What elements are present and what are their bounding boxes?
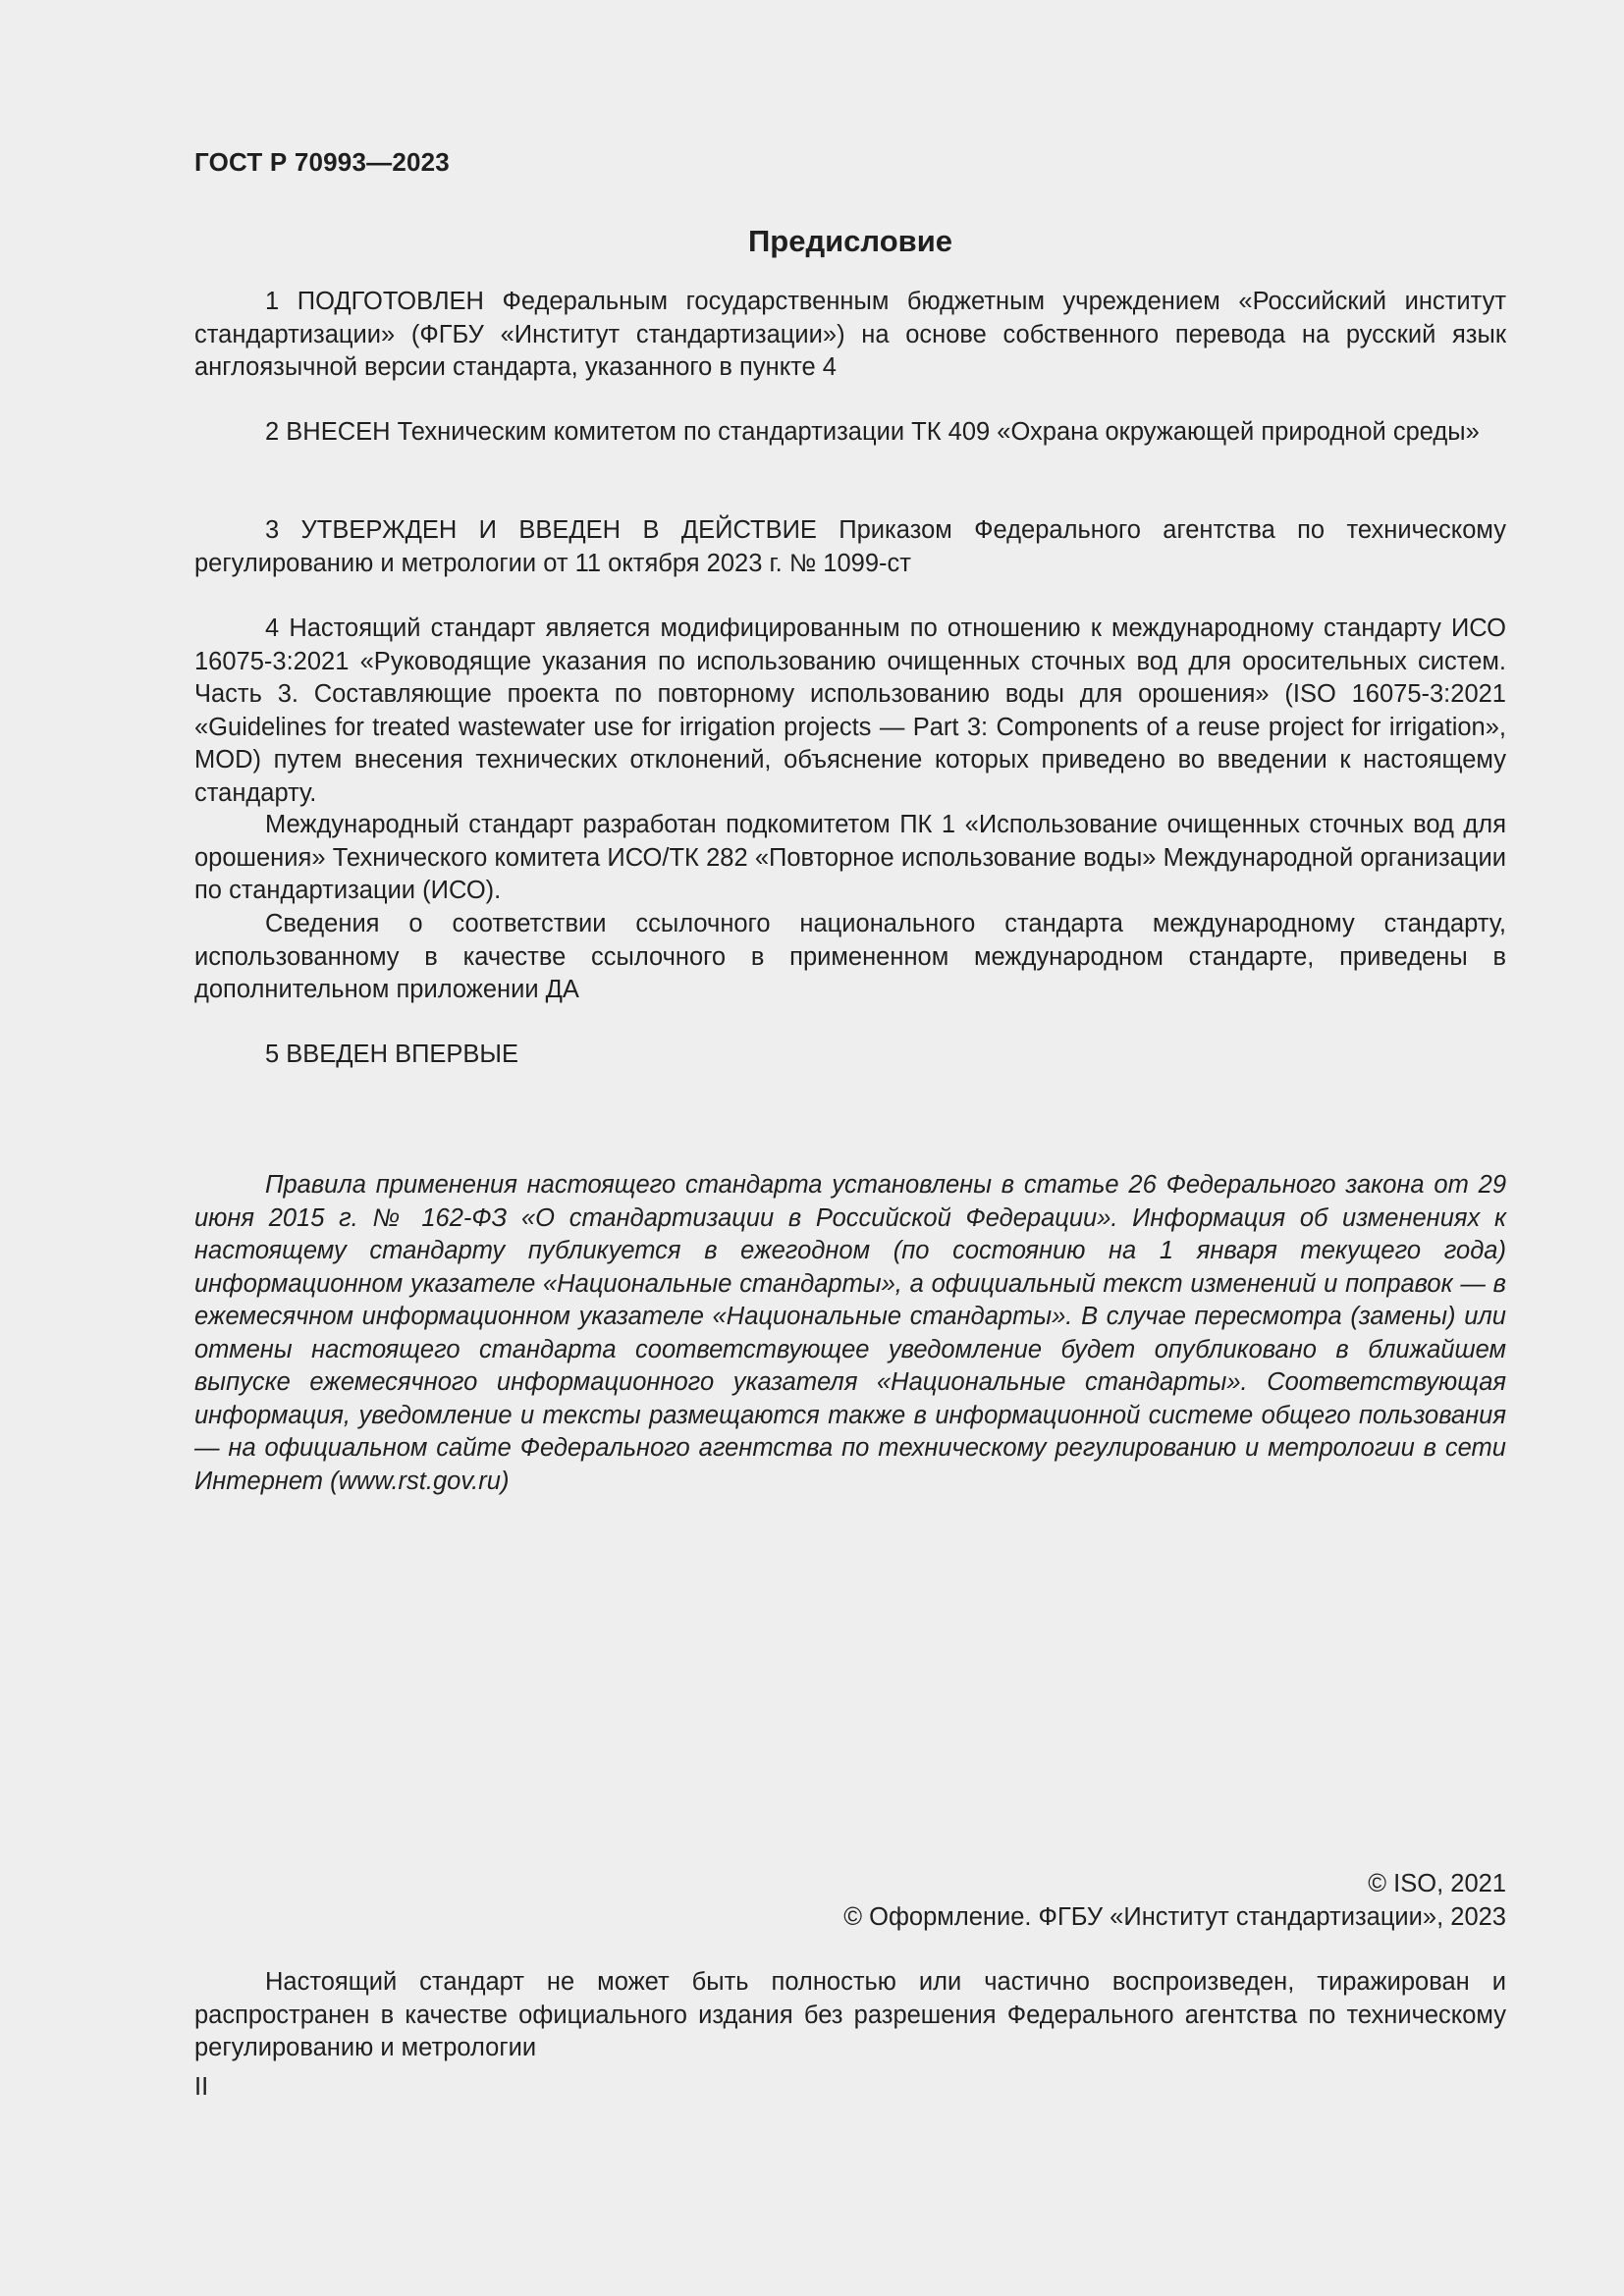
document-page xyxy=(194,0,1506,2296)
iso-copyright: © ISO, 2021 xyxy=(1368,1870,1506,1897)
foreword-title: Предисловие xyxy=(747,224,952,258)
foreword-item-4: 4 Настоящий стандарт является модифицированным по отношению к международному стандарту ИСО 16075-3:2021 «Руководящие указания по использованию очищенных сточных вод для оросительных систем. Часть 3. Составляющие проекта по повторному использованию воды для орошения» (ISO 16075-3:2021 «Guidelines for treated wastewater use for irrigation projects — Part 3: Components of a reuse project for irrigation», MOD) путем внесения технических отклонений, объяснение которых приведено во введении к настоящему стандарту. xyxy=(194,614,1506,807)
foreword-item-3: 3 УТВЕРЖДЕН И ВВЕДЕН В ДЕЙСТВИЕ Приказом Федерального агентства по техническому регулированию и метрологии от 11 октября 2023 г. № 1099-ст xyxy=(194,516,1506,577)
foreword-item-4-paragraph-3: Сведения о соответствии ссылочного национального стандарта международному стандарту, использованному в качестве ссылочного в примененном международном стандарте, приведены в дополнительном приложении ДА xyxy=(194,910,1506,1003)
design-copyright: © Оформление. ФГБУ «Институт стандартизации», 2023 xyxy=(843,1903,1506,1931)
document-code: ГОСТ Р 70993—2023 xyxy=(194,147,450,177)
foreword-item-5: 5 ВВЕДЕН ВПЕРВЫЕ xyxy=(265,1041,519,1068)
foreword-item-4-paragraph-2: Международный стандарт разработан подкомитетом ПК 1 «Использование очищенных сточных вод для орошения» Технического комитета ИСО/ТК 282 «Повторное использование воды» Международной организации по стандартизации (ИСО). xyxy=(194,811,1506,904)
foreword-item-1: 1 ПОДГОТОВЛЕН Федеральным государственным бюджетным учреждением «Российский институт стандартизации» (ФГБУ «Институт стандартизации») на основе собственного перевода на русский язык англоязычной версии стандарта, указанного в пункте 4 xyxy=(194,288,1506,381)
foreword-item-2: 2 ВНЕСЕН Техническим комитетом по стандартизации ТК 409 «Охрана окружающей природной среды» xyxy=(265,418,1480,446)
reproduction-notice: Настоящий стандарт не может быть полностью или частично воспроизведен, тиражирован и распространен в качестве официального издания без разрешения Федерального агентства по техническому регулированию и метрологии xyxy=(194,1968,1506,2061)
page-number: II xyxy=(194,2073,209,2101)
standard-rules-notice: Правила применения настоящего стандарта установлены в статье 26 Федерального закона от 29 июня 2015 г. № 162-ФЗ «О стандартизации в Российской Федерации». Информация об изменениях к настоящему стандарту публикуется в ежегодном (по состоянию на 1 января текущего года) информационном указателе «Национальные стандарты», а официальный текст изменений и поправок — в ежемесячном информационном указателе «Национальные стандарты». В случае пересмотра (замены) или отмены настоящего стандарта соответствующее уведомление будет опубликовано в ближайшем выпуске ежемесячного информационного указателя «Национальные стандарты». Соответствующая информация, уведомление и тексты размещаются также в информационной системе общего пользования — на официальном сайте Федерального агентства по техническому регулированию и метрологии в сети Интернет (www.rst.gov.ru) xyxy=(194,1171,1506,1495)
